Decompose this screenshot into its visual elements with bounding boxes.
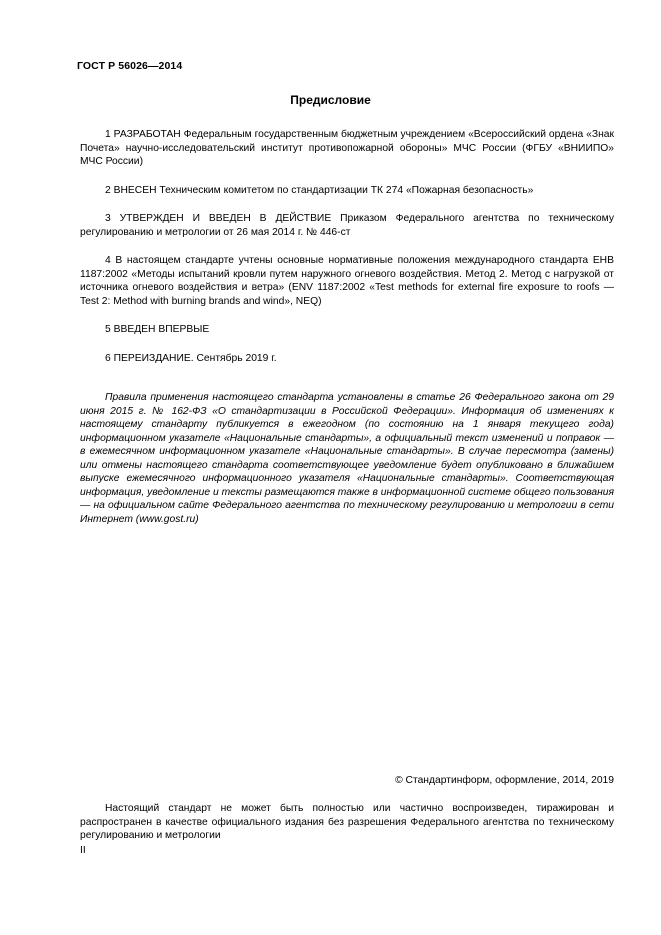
foreword-item-3: 3 УТВЕРЖДЕН И ВВЕДЕН В ДЕЙСТВИЕ Приказом Федерального агентства по техническому регулированию и метрологии от 26 мая 2014 г. № 446-ст <box>80 213 614 238</box>
reproduction-notice: Настоящий стандарт не может быть полностью или частично воспроизведен, тиражирован и распространен в качестве официального издания без разрешения Федерального агентства по техническому регулированию и метрологии <box>80 803 614 841</box>
foreword-item-2: 2 ВНЕСЕН Техническим комитетом по стандартизации ТК 274 «Пожарная безопасность» <box>105 184 534 196</box>
foreword-item-6: 6 ПЕРЕИЗДАНИЕ. Сентябрь 2019 г. <box>105 352 277 364</box>
page-number: II <box>80 845 86 856</box>
standard-code: ГОСТ Р 56026—2014 <box>77 60 183 72</box>
foreword-item-4: 4 В настоящем стандарте учтены основные нормативные положения международного стандарта ЕНВ 1187:2002 «Методы испытаний кровли путем наружного огневого воздействия. Метод 2. Метод с нагрузкой от источника огневого воздействия и ветра» (ENV 1187:2002 «Test methods for external fire exposure to roofs — Test 2: Method with burning brands and wind», NEQ) <box>80 255 614 307</box>
application-rules-notice: Правила применения настоящего стандарта установлены в статье 26 Федерального закона от 29 июня 2015 г. № 162-ФЗ «О стандартизации в Российской Федерации». Информация об изменениях к настоящему стандарту публикуется в ежегодном (по состоянию на 1 января текущего года) информационном указателе «Национальные стандарты», а официальный текст изменений и поправок — в ежемесячном информационном указателе «Национальные стандарты». В случае пересмотра (замены) или отмены настоящего стандарта соответствующее уведомление будет опубликовано в ближайшем выпуске ежемесячного информационного указателя «Национальные стандарты». Соответствующая информация, уведомление и тексты размещаются также в информационной системе общего пользования — на официальном сайте Федерального агентства по техническому регулированию и метрологии в сети Интернет (www.gost.ru) <box>80 392 614 525</box>
foreword-item-5: 5 ВВЕДЕН ВПЕРВЫЕ <box>105 324 210 335</box>
foreword-items <box>80 128 614 380</box>
foreword-item-1: 1 РАЗРАБОТАН Федеральным государственным бюджетным учреждением «Всероссийский ордена «Знак Почета» научно-исследовательский институт противопожарной обороны» МЧС России (ФГБУ «ВНИИПО» МЧС России) <box>80 129 614 167</box>
foreword-title: Предисловие <box>290 93 371 107</box>
copyright-line: © Стандартинформ, оформление, 2014, 2019 <box>395 775 614 786</box>
